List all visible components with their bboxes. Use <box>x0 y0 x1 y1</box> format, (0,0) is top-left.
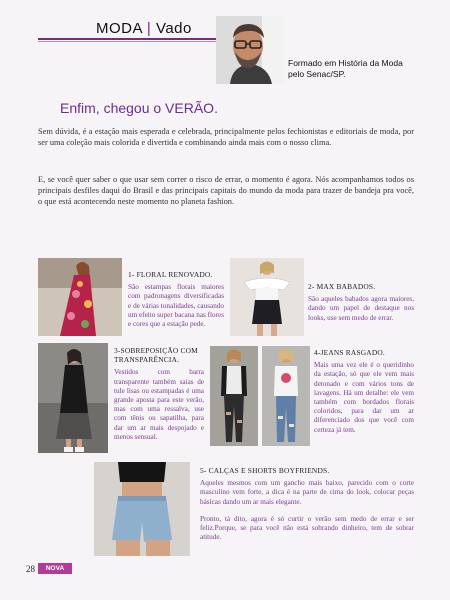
intro-paragraph-1: Sem dúvida, é a estação mais esperada e celebrada, principalmente pelos fechionistas e editoriais de moda, por ser uma coleção mais colorida e divertida e combinando ainda mais com o nosso clima. <box>38 127 414 148</box>
header-rule-secondary <box>38 41 216 42</box>
intro-paragraph-2: E, se você quer saber o que usar sem correr o risco de errar, o momento é agora. Nós acompanhamos todos os principais desfiles daqui do Brasil e das principais capitais do mundo da moda para trazer de bandeja pra você, o que está acontecendo neste momento no planeta fashion. <box>38 175 414 207</box>
header-separator: | <box>146 20 152 37</box>
trend-5-body: Aqueles mesmos com um gancho mais baixo, parecido com o corte masculino vem forte, a dica é na parte de cima do look, colocar peças básicas dando um ar mais elegante. <box>200 479 414 506</box>
trend-4-caption <box>314 348 414 435</box>
trend-1-heading: 1- FLORAL RENOVADO. <box>128 270 213 279</box>
trend-2-heading: 2- MAX BABADOS. <box>308 282 376 291</box>
section-label: MODA <box>96 20 143 37</box>
trend-5-caption <box>200 466 414 542</box>
trend-2-caption <box>308 282 414 323</box>
trend-1-body: São estampas florais maiores com padronagens diversificadas e de várias tonalidades, causando um efeito super bacana nas flores e cores que a estação pede. <box>128 283 224 329</box>
trend-2-body: São aqueles babados agora maiores, dando um papel de destaque nos looks, use sem medo de errar. <box>308 295 414 322</box>
trend-4-heading: 4-JEANS RASGADO. <box>314 348 385 357</box>
author-caption: Formado em História da Moda pelo Senac/SP. <box>288 58 403 79</box>
ruffle-top-photo <box>230 258 304 336</box>
ripped-jeans-photo-2 <box>262 346 310 446</box>
boyfriend-shorts-photo <box>94 462 190 556</box>
sheer-dress-photo <box>38 343 108 453</box>
page-number: 28 <box>26 564 35 574</box>
trend-3-heading: 3-SOBREPOSIÇÃO COM TRANSPARÊNCIA. <box>114 346 198 365</box>
article-title: Enfim, chegou o VERÃO. <box>60 100 218 116</box>
floral-dress-photo <box>38 258 122 336</box>
trend-1-caption <box>128 270 224 329</box>
author-photo <box>216 16 284 84</box>
header-rule <box>38 38 216 40</box>
magazine-logo: NOVA <box>38 563 72 574</box>
section-header <box>96 20 192 37</box>
trend-5-heading: 5- CALÇAS E SHORTS BOYFRIENDS. <box>200 466 330 475</box>
trend-3-caption <box>114 346 204 442</box>
trend-4-body: Mais uma vez ele é o queridinho da estação, só que ele vem mais detonado e com vários tons de lavagens. Há um detalhe: ele vem também com bordados florais coloridos, para dar um ar diferenciado dos que você com certeza já tem. <box>314 361 414 434</box>
ripped-jeans-photo-1 <box>210 346 258 446</box>
trend-3-body: Vestidos com barra transparente também saias de tule lisas ou estampadas é uma grande aposta para este verão, mas com uma ressalva, use com tênis ou sapatilha, para dar um ar mais despojado e menos sensual. <box>114 368 204 441</box>
trend-5-closing: Pronto, tá dito, agora é só curtir o verão sem medo de errar e ser feliz.Porque, se para você não está sobrando dinheiro, tem de sobrar atitude. <box>200 514 414 542</box>
author-name: Vado <box>155 20 192 37</box>
